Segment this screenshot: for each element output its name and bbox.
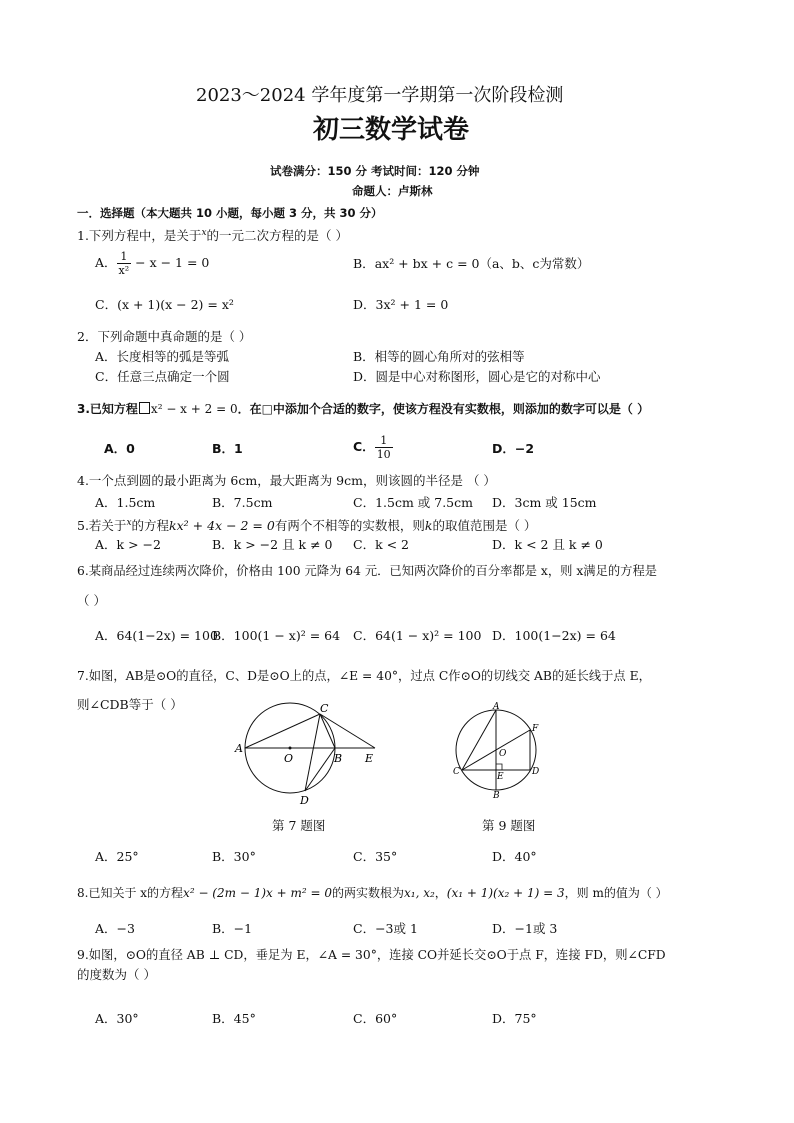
question-1-option-c: C．(x + 1)(x − 2) = x² [95, 297, 234, 312]
question-7-stem-line2: 则∠CDB等于（ ） [77, 697, 183, 712]
exam-info-line: 试卷满分：150 分 考试时间：120 分钟 [270, 164, 480, 178]
question-6-paren: （ ） [77, 593, 106, 608]
question-3-option-d: D．−2 [492, 441, 535, 456]
figure-7-caption: 第 7 题图 [272, 818, 326, 833]
section-heading: 一．选择题（本大题共 10 小题，每小题 3 分，共 30 分） [77, 206, 383, 220]
figure-7-label-d: D [300, 794, 309, 807]
figure-9-right-angle-icon [496, 764, 502, 770]
question-1-option-d: D．3x² + 1 = 0 [353, 297, 449, 312]
question-9-option-b: B．45° [212, 1011, 256, 1026]
question-5-option-a: A．k > −2 [95, 537, 161, 552]
question-8-option-b: B．−1 [212, 921, 253, 936]
question-7-option-d: D．40° [492, 849, 537, 864]
figure-7-label-e: E [365, 752, 374, 765]
figure-7-label-a: A [235, 742, 243, 755]
figure-7-tangent-ce [320, 714, 375, 748]
question-4-option-c: C．1.5cm 或 7.5cm [353, 495, 473, 510]
question-4-option-d: D．3cm 或 15cm [492, 495, 597, 510]
question-7-stem-line1: 7.如图，AB是⊙O的直径，C、D是⊙O上的点，∠E = 40°，过点 C作⊙O的切线交 AB的延长线于点 E， [77, 669, 651, 683]
question-5-stem: 5.若关于$^x$的方程kx² + 4x − 2 = 0有两个不相等的实数根，则k的取值范围是（ ） [77, 518, 537, 534]
figure-9-caption: 第 9 题图 [482, 818, 536, 833]
question-6-stem: 6.某商品经过连续两次降价，价格由 100 元降为 64 元．已知两次降价的百分率都是 x，则 x满足的方程是 [77, 564, 658, 578]
question-8-option-a: A．−3 [95, 921, 135, 936]
question-5-option-c: C．k < 2 [353, 537, 410, 552]
figure-7-label-c: C [320, 702, 329, 715]
question-9-option-a: A．30° [95, 1011, 139, 1026]
figure-9-label-f: F [532, 724, 539, 734]
question-1-option-b: B．ax² + bx + c = 0（a、b、c为常数） [353, 256, 590, 271]
figure-7-center-dot [289, 747, 292, 750]
question-8-option-d: D．−1或 3 [492, 921, 558, 936]
blank-box-icon [139, 402, 150, 414]
question-1-stem: 1.下列方程中，是关于$^x$的一元二次方程的是（ ） [77, 228, 348, 244]
question-9-stem-line2: 的度数为（ ） [77, 967, 156, 982]
figure-9-label-b: B [493, 791, 500, 800]
question-2-option-c: C．任意三点确定一个圆 [95, 369, 230, 384]
question-6-option-b: B．100(1 − x)² = 64 [212, 628, 341, 643]
question-3-option-c: C． $\frac{1}{10}$ [353, 434, 391, 461]
question-5-option-b: B．k > −2 且 k ≠ 0 [212, 537, 333, 552]
figure-9-chord-ac [462, 710, 496, 770]
question-1-option-a: A． $\frac{1}{\text{x²}}$ − x − 1 = 0 [95, 250, 210, 277]
question-6-option-c: C．64(1 − x)² = 100 [353, 628, 482, 643]
figure-9-label-o: O [499, 749, 507, 759]
question-3-option-a: A．0 [104, 441, 135, 456]
figure-7-diagram [230, 700, 390, 810]
question-8-stem: 8.已知关于 x的方程x² − (2m − 1)x + m² = 0的两实数根为x₁, x₂，(x₁ + 1)(x₂ + 1) = 3，则 m的值为（ ） [77, 886, 668, 900]
question-2-option-d: D．圆是中心对称图形，圆心是它的对称中心 [353, 369, 601, 384]
question-4-option-b: B．7.5cm [212, 495, 273, 510]
question-7-option-b: B．30° [212, 849, 256, 864]
exam-title: 2023～2024 学年度第一学期第一次阶段检测 [196, 85, 564, 106]
figure-7-label-b: B [334, 752, 343, 765]
question-7-option-c: C．35° [353, 849, 398, 864]
figure-7-chord-ac [245, 714, 320, 748]
question-8-option-c: C．−3或 1 [353, 921, 418, 936]
figure-9-label-a: A [493, 702, 500, 712]
figure-9-label-e: E [497, 772, 504, 782]
question-6-option-d: D．100(1−2x) = 64 [492, 628, 616, 643]
figure-9-label-d: D [532, 767, 540, 777]
subject-title: 初三数学试卷 [313, 115, 470, 145]
figure-7-label-o: O [284, 752, 294, 765]
question-9-stem-line1: 9.如图，⊙O的直径 AB ⊥ CD，垂足为 E，∠A = 30°，连接 CO并延长交⊙O于点 F，连接 FD，则∠CFD [77, 948, 666, 962]
question-9-option-d: D．75° [492, 1011, 537, 1026]
question-2-option-a: A．长度相等的弧是等弧 [95, 349, 230, 364]
author-line: 命题人：卢斯林 [352, 184, 433, 198]
figure-9-label-c: C [453, 767, 460, 777]
question-6-option-a: A．64(1−2x) = 100 [95, 628, 218, 643]
question-2-option-b: B．相等的圆心角所对的弦相等 [353, 349, 525, 364]
question-5-option-d: D．k < 2 且 k ≠ 0 [492, 537, 603, 552]
question-3-stem: 3.已知方程 x² − x + 2 = 0．在□中添加个合适的数字，使该方程没有实数根，则添加的数字可以是（ ） [77, 402, 650, 416]
question-4-option-a: A．1.5cm [95, 495, 156, 510]
question-9-option-c: C．60° [353, 1011, 398, 1026]
question-4-stem: 4.一个点到圆的最小距离为 6cm，最大距离为 9cm，则该圆的半径是 （ ） [77, 473, 496, 488]
figure-9-diagram [450, 700, 550, 800]
question-3-option-b: B．1 [212, 441, 243, 456]
question-7-option-a: A．25° [95, 849, 139, 864]
question-2-stem: 2．下列命题中真命题的是（ ） [77, 329, 252, 344]
